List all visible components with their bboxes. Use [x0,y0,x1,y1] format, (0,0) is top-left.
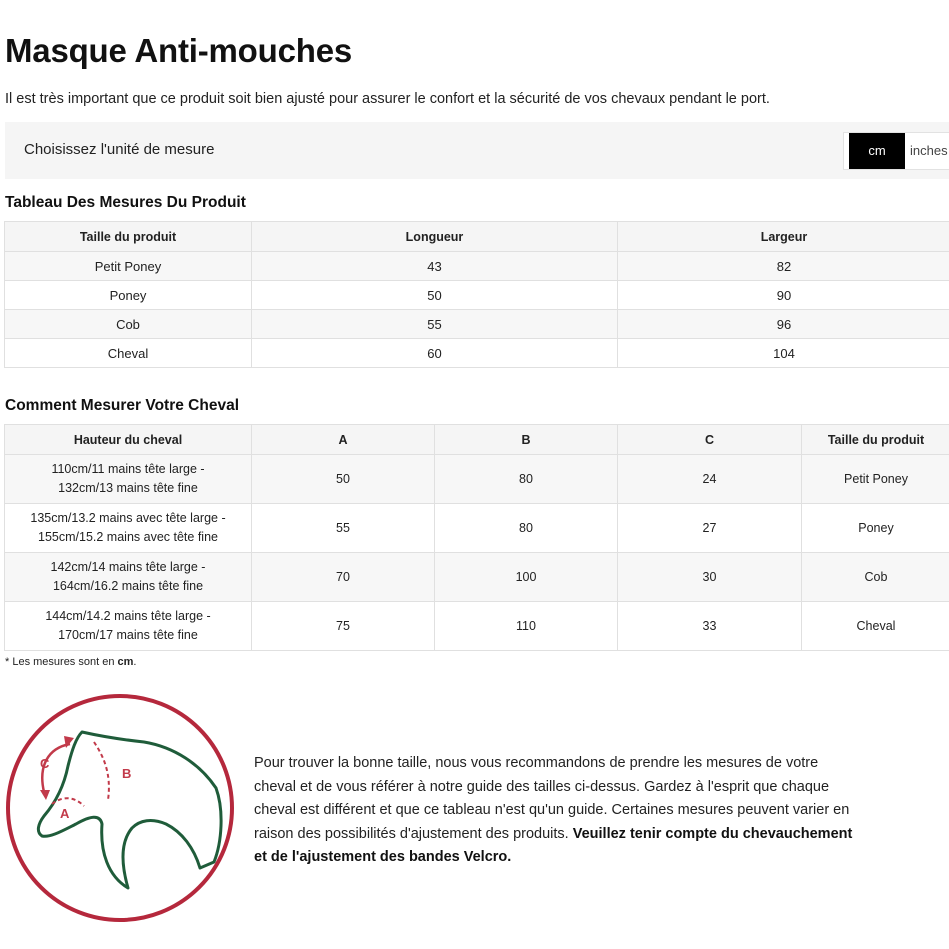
column-header: Largeur [618,222,949,252]
table-cell: 33 [618,602,802,651]
measure-table-title: Comment Mesurer Votre Cheval [5,397,239,414]
cell-line: 135cm/13.2 mains avec tête large - [30,511,226,525]
table-row [5,252,949,281]
table-cell: 43 [252,252,618,281]
measure-horse-table [4,424,949,651]
table-row [5,339,949,368]
table-cell: 104 [618,339,949,368]
table-cell: 24 [618,455,802,504]
table-cell [5,504,252,553]
table-cell: Cheval [802,602,949,651]
column-header: Hauteur du cheval [5,425,252,455]
unit-cm-button[interactable]: cm [849,133,905,169]
table-cell: 75 [252,602,435,651]
unit-inches-button[interactable]: inches [910,143,948,158]
column-header: B [435,425,618,455]
unit-selector-label: Choisissez l'unité de mesure [24,141,215,158]
table-cell: Poney [5,281,252,310]
page-title: Masque Anti-mouches [5,32,353,69]
label-b: B [122,766,132,781]
table-cell: Petit Poney [5,252,252,281]
label-a: A [60,806,70,821]
table-cell: 27 [618,504,802,553]
column-header: A [252,425,435,455]
table-header-row [5,425,949,455]
column-header: Longueur [252,222,618,252]
table-header-row [5,222,949,252]
diagram-ring [8,696,232,920]
column-header: Taille du produit [5,222,252,252]
cell-line: 164cm/16.2 mains tête fine [52,579,204,593]
unit-toggle [843,132,949,170]
unit-selector-bar [5,122,949,179]
table-row [5,553,949,602]
table-cell: 100 [435,553,618,602]
table-row [5,504,949,553]
table-row [5,310,949,339]
measurement-note [5,656,136,668]
table-cell [5,602,252,651]
table-cell: 60 [252,339,618,368]
table-cell: 50 [252,281,618,310]
horse-measure-diagram [4,692,236,924]
table-cell: 70 [252,553,435,602]
product-size-table [4,221,949,368]
table-cell: 30 [618,553,802,602]
table-cell: Cheval [5,339,252,368]
size-advice-body: Pour trouver la bonne taille, nous vous recommandons de prendre les mesures de votre cheval et de vous référer à notre guide des tailles ci-dessus. Gardez à l'esprit que chaque cheval est différent et que ce tableau n'est qu'un guide. Certaines mesures peuvent varier en raison des possibilités d'ajustement des produits. [254,755,850,842]
table-cell: 80 [435,504,618,553]
intro-text: Il est très important que ce produit soit bien ajusté pour assurer le confort et la sécurité de vos chevaux pendant le port. [5,91,770,107]
cell-line: 170cm/17 mains tête fine [58,628,198,642]
table-cell: 55 [252,504,435,553]
note-unit: cm [117,656,134,668]
table-row [5,455,949,504]
size-advice-text [254,752,854,870]
column-header: C [618,425,802,455]
table-cell: Cob [802,553,949,602]
table-row [5,281,949,310]
cell-line: 132cm/13 mains tête fine [58,481,198,495]
cell-line: 144cm/14.2 mains tête large - [45,609,211,623]
table-cell: 96 [618,310,949,339]
table-cell: 55 [252,310,618,339]
note-prefix: * Les mesures sont en [5,656,118,668]
table-cell: 80 [435,455,618,504]
cell-line: 142cm/14 mains tête large - [50,560,206,574]
table-cell: 82 [618,252,949,281]
table-cell: 90 [618,281,949,310]
product-table-title: Tableau Des Mesures Du Produit [5,194,246,211]
table-row [5,602,949,651]
table-cell: Poney [802,504,949,553]
size-advice-warning: Veuillez tenir compte du chevauchement et de l'ajustement des bandes Velcro. [254,825,853,865]
column-header: Taille du produit [802,425,949,455]
table-cell: Petit Poney [802,455,949,504]
note-suffix: . [133,656,137,668]
cell-line: 155cm/15.2 mains avec tête fine [38,530,218,544]
table-cell: 50 [252,455,435,504]
cell-line: 110cm/11 mains tête large - [51,462,205,476]
table-cell: 110 [435,602,618,651]
label-c: C [40,756,50,771]
table-cell [5,455,252,504]
table-cell: Cob [5,310,252,339]
table-cell [5,553,252,602]
